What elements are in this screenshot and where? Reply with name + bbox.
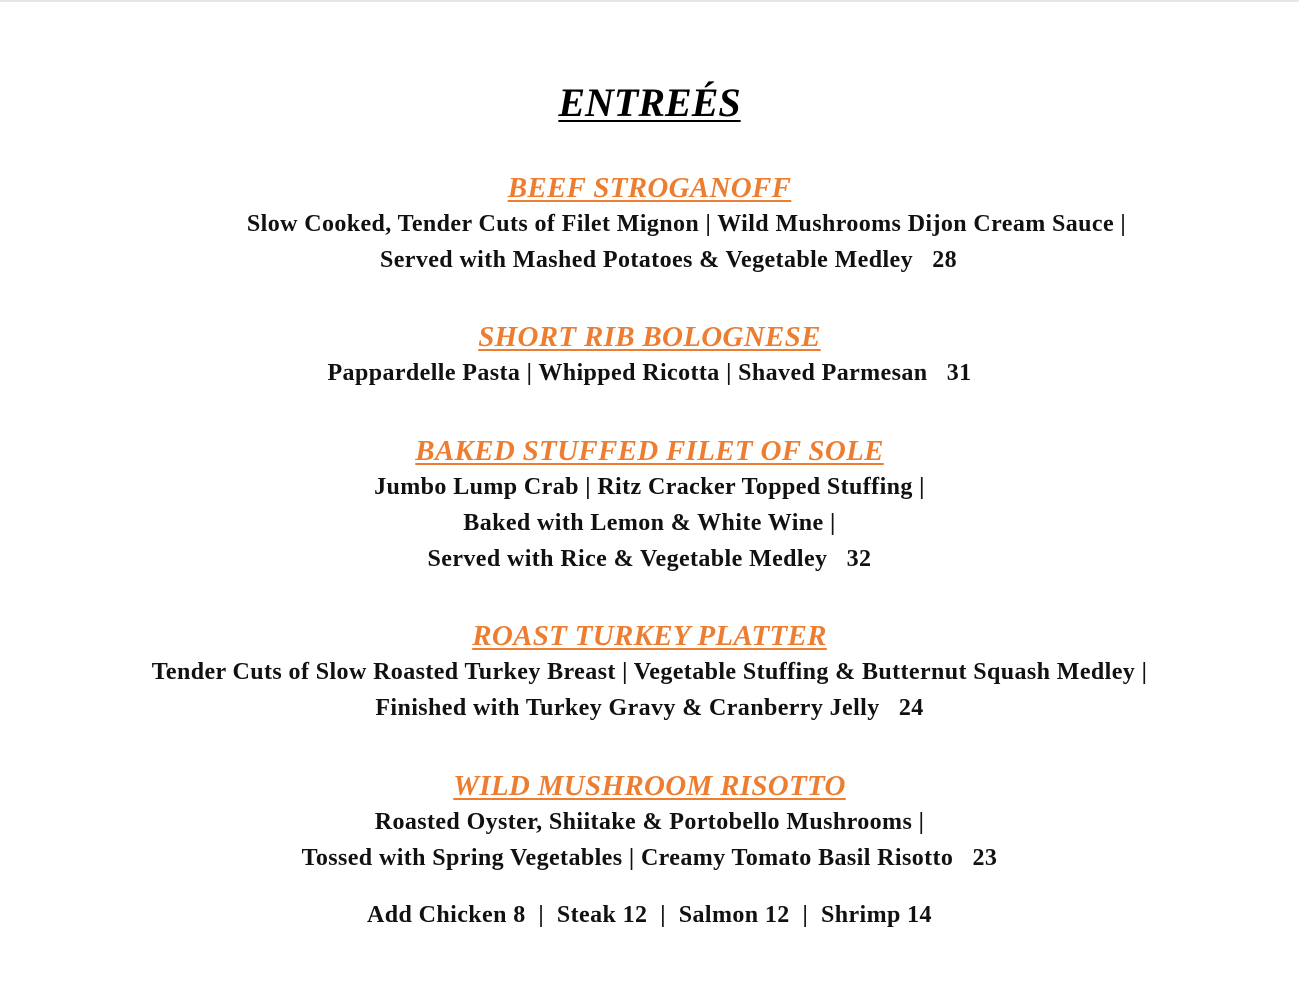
dish-description-line: Tossed with Spring Vegetables | Creamy Tomato Basil Risotto 23 [301,845,998,871]
dish-baked-stuffed-filet-of-sole [0,433,1299,577]
dish-beef-stroganoff [0,170,1299,278]
dish-description-line: Served with Rice & Vegetable Medley 32 [427,546,872,572]
dish-description-line: Tender Cuts of Slow Roasted Turkey Breast | Vegetable Stuffing & Butternut Squash Medley | [151,659,1148,685]
dish-wild-mushroom-risotto [0,768,1299,876]
protein-addons: Add Chicken 8 | Steak 12 | Salmon 12 | Shrimp 14 [367,902,932,928]
dish-description-line: Roasted Oyster, Shiitake & Portobello Mushrooms | [374,809,925,835]
dish-short-rib-bolognese [0,319,1299,391]
dish-name: SHORT RIB BOLOGNESE [478,321,821,353]
dish-name: ROAST TURKEY PLATTER [472,620,827,652]
dish-name: BEEF STROGANOFF [507,172,792,204]
dish-name: WILD MUSHROOM RISOTTO [453,770,846,802]
dish-description-line: Finished with Turkey Gravy & Cranberry Jelly 24 [375,695,924,721]
dish-description-line: Baked with Lemon & White Wine | [463,510,836,536]
dish-description-line: Pappardelle Pasta | Whipped Ricotta | Shaved Parmesan 31 [327,360,972,386]
dish-name: BAKED STUFFED FILET OF SOLE [415,435,884,467]
dish-description-line: Jumbo Lump Crab | Ritz Cracker Topped Stuffing | [374,474,925,500]
dish-description-line: Slow Cooked, Tender Cuts of Filet Mignon | Wild Mushrooms Dijon Cream Sauce | [246,211,1127,237]
dish-description-line: Served with Mashed Potatoes & Vegetable Medley 28 [380,247,957,273]
menu-title: ENTREÉS [558,80,741,125]
top-border [0,0,1299,2]
dish-roast-turkey-platter [0,618,1299,726]
